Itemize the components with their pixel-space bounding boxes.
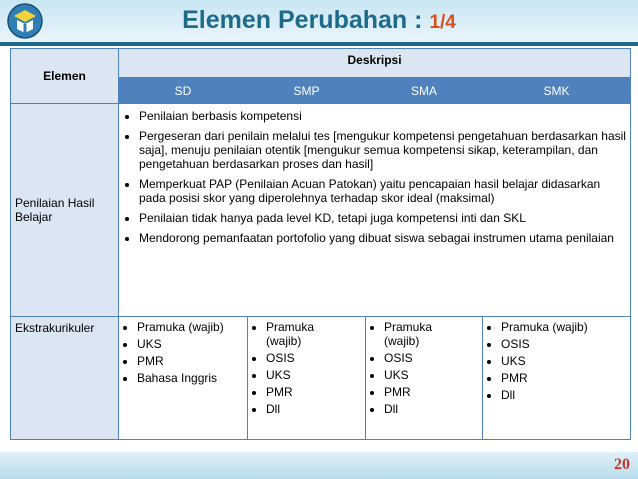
header-smk: SMK bbox=[483, 78, 631, 104]
ekstra-sd-list bbox=[123, 320, 243, 385]
list-item: • OSIS bbox=[384, 351, 478, 365]
list-item: • Penilaian tidak hanya pada level KD, tetapi juga kompetensi inti dan SKL bbox=[139, 211, 626, 225]
list-item: • UKS bbox=[266, 368, 361, 382]
list-item: • PMR bbox=[501, 371, 626, 385]
page-title bbox=[0, 6, 638, 35]
header-sma: SMA bbox=[366, 78, 483, 104]
footer-band bbox=[0, 452, 638, 479]
ekstra-smk-cell bbox=[483, 317, 631, 440]
penilaian-list bbox=[123, 109, 626, 245]
ekstra-smp-list bbox=[252, 320, 361, 416]
row-label-ekstrakurikuler: Ekstrakurikuler bbox=[11, 317, 119, 440]
list-item: • PMR bbox=[384, 385, 478, 399]
list-item: • Pramuka (wajib) bbox=[137, 320, 243, 334]
ekstra-smp-cell bbox=[248, 317, 366, 440]
ekstra-sma-cell bbox=[366, 317, 483, 440]
ekstra-sd-cell bbox=[119, 317, 248, 440]
title-divider bbox=[0, 42, 638, 46]
list-item: • Bahasa Inggris bbox=[137, 371, 243, 385]
penilaian-description bbox=[119, 104, 631, 317]
ekstra-smk-list bbox=[487, 320, 626, 402]
row-label-penilaian: Penilaian Hasil Belajar bbox=[11, 104, 119, 317]
list-item: • Dll bbox=[384, 402, 478, 416]
list-item: • Pergeseran dari penilain melalui tes [mengukur kompetensi pengetahuan berdasarkan hasil saja], menuju penilaian otentik [mengukur semua kompetensi sikap, keterampilan, dan pengetahuan berdasarkan proses dan hasil] bbox=[139, 129, 626, 171]
title-text: Elemen Perubahan : bbox=[182, 6, 423, 34]
title-page-indicator: 1/4 bbox=[429, 12, 456, 33]
header-deskripsi: Deskripsi bbox=[119, 49, 631, 78]
list-item: • Memperkuat PAP (Penilaian Acuan Patokan) yaitu pencapaian hasil belajar didasarkan pada posisi skor yang diperolehnya terhadap skor ideal (maksimal) bbox=[139, 177, 626, 205]
list-item: • Penilaian berbasis kompetensi bbox=[139, 109, 626, 123]
list-item: • PMR bbox=[137, 354, 243, 368]
header-smp: SMP bbox=[248, 78, 366, 104]
page-number: 20 bbox=[614, 456, 630, 473]
list-item: • OSIS bbox=[266, 351, 361, 365]
ekstra-sma-list bbox=[370, 320, 478, 416]
list-item: • Pramuka (wajib) bbox=[266, 320, 326, 348]
list-item: • UKS bbox=[137, 337, 243, 351]
list-item: • Pramuka (wajib) bbox=[501, 320, 626, 334]
list-item: • Dll bbox=[266, 402, 361, 416]
list-item: • Mendorong pemanfaatan portofolio yang dibuat siswa sebagai instrumen utama penilaian bbox=[139, 231, 626, 245]
header-elemen: Elemen bbox=[11, 49, 119, 104]
list-item: • UKS bbox=[384, 368, 478, 382]
list-item: • Pramuka (wajib) bbox=[384, 320, 444, 348]
comparison-table bbox=[10, 48, 631, 440]
header-sd: SD bbox=[119, 78, 248, 104]
list-item: • Dll bbox=[501, 388, 626, 402]
list-item: • OSIS bbox=[501, 337, 626, 351]
list-item: • PMR bbox=[266, 385, 361, 399]
list-item: • UKS bbox=[501, 354, 626, 368]
